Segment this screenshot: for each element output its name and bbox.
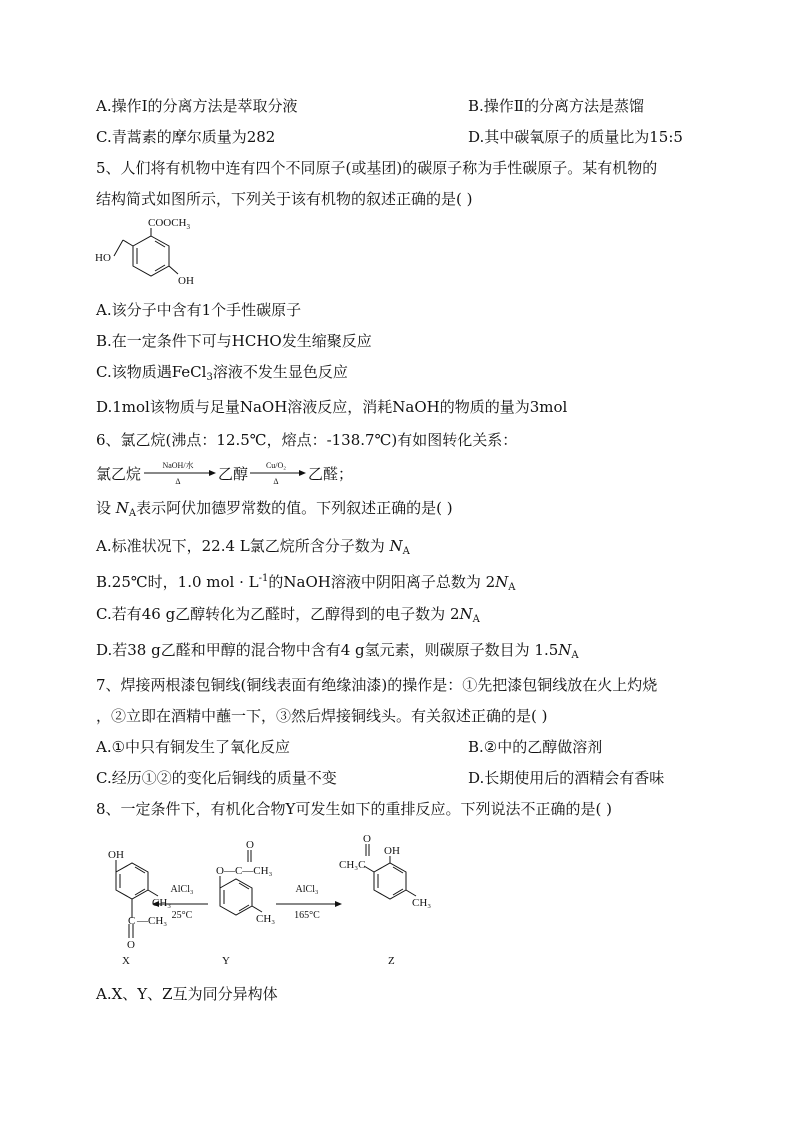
- q7-options-cd: [96, 768, 665, 788]
- q8-y-ch3: CH₃: [256, 913, 276, 925]
- q8-x-methyl: —CH₃: [137, 915, 168, 927]
- q7-options-ab: [96, 737, 603, 757]
- q8-x-oh: OH: [108, 849, 124, 861]
- svg-text:NaOH/水: NaOH/水: [162, 461, 194, 470]
- q8-option-a: A.X、Y、Z互为同分异构体: [96, 985, 278, 1003]
- q4-option-a-text: A.操作I的分离方法是萃取分液: [96, 97, 298, 115]
- q4-option-c-text: C.青蒿素的摩尔质量为282: [96, 128, 276, 146]
- q8-cond-left-top: AlCl₃: [170, 884, 194, 895]
- q8-cond-right-top: AlCl₃: [295, 884, 319, 895]
- q6-acetaldehyde: 乙醛；: [308, 465, 354, 483]
- q6-chloroethane: 氯乙烷: [96, 465, 142, 483]
- q5-stem-line2: 结构简式如图所示，下列关于该有机物的叙述正确的是( ): [96, 190, 473, 208]
- q5-stem-line1: 5、人们将有机物中连有四个不同原子(或基团)的碳原子称为手性碳原子。某有机物的: [96, 159, 658, 177]
- q8-y-acetoxy: O—C—CH₃: [216, 865, 273, 877]
- q4-option-a: [96, 96, 644, 116]
- q6-ethanol: 乙醇: [218, 465, 249, 483]
- q6-na-definition: 设 $N_A$表示阿伏加德罗常数的值。下列叙述正确的是( ): [96, 499, 453, 519]
- q4-option-c: [96, 127, 683, 147]
- q4-option-b-text: B.操作Ⅱ的分离方法是蒸馏: [468, 97, 644, 115]
- q8-z-carbonyl-o: O: [363, 833, 371, 845]
- q7-option-a: A.①中只有铜发生了氧化反应: [96, 738, 291, 756]
- q8-x-carbonyl-c: C: [128, 915, 136, 927]
- q5-option-c: C.该物质遇FeCl$_3$溶液不发生显色反应: [96, 363, 348, 383]
- q7-stem-line1: 7、焊接两根漆包铜线(铜线表面有绝缘油漆)的操作是：①先把漆包铜线放在火上灼烧: [96, 676, 658, 694]
- q6-stem: 6、氯乙烷(沸点：12.5℃，熔点：-138.7℃)有如图转化关系：: [96, 431, 518, 449]
- q8-cond-right-bot: 165°C: [294, 910, 320, 921]
- q6-option-d: D.若38 g乙醛和甲醇的混合物中含有4 g氢元素，则碳原子数目为 $1.5N_A$: [96, 641, 579, 661]
- q8-z-acetyl: CH₃C: [339, 859, 366, 871]
- q6-option-a: A.标准状况下，22.4 L氯乙烷所含分子数为 $N_A$: [96, 537, 410, 557]
- q6-option-c: C.若有46 g乙醇转化为乙醛时，乙醇得到的电子数为 $2N_A$: [96, 605, 480, 625]
- q7-option-d: D.长期使用后的酒精会有香味: [468, 769, 665, 787]
- q8-label-x: X: [122, 955, 130, 967]
- q5-option-a: A.该分子中含有1个手性碳原子: [96, 301, 302, 319]
- q5-structure-diagram: [92, 214, 222, 294]
- svg-text:Δ: Δ: [273, 477, 279, 486]
- q4-option-d-text: D.其中碳氧原子的质量比为15:5: [468, 128, 683, 146]
- q6-arrow-1: [142, 458, 218, 488]
- q7-option-c: C.经历①②的变化后铜线的质量不变: [96, 769, 337, 787]
- q8-x-ch3: CH₃: [152, 897, 172, 909]
- q5-cooch3-label: $COOCH_3$: [148, 217, 191, 231]
- q7-stem-line2: ，②立即在酒精中蘸一下，③然后焊接铜线头。有关叙述正确的是( ): [96, 707, 548, 725]
- q8-z-ch3: CH₃: [412, 897, 432, 909]
- q5-oh-label: OH: [178, 275, 194, 287]
- q8-label-y: Y: [222, 955, 230, 967]
- q8-x-carbonyl-o: O: [127, 939, 135, 951]
- q8-cond-left-bot: 25°C: [171, 910, 193, 921]
- q8-z-oh: OH: [384, 845, 400, 857]
- q6-option-b: B.25℃时，1.0 mol · $L^{-1}$的NaOH溶液中阴阳离子总数为 $2N_A$: [96, 573, 516, 593]
- q8-rearrangement-scheme: [96, 826, 456, 971]
- q6-arrow-2: [248, 458, 308, 488]
- q8-label-z: Z: [388, 955, 395, 967]
- q5-option-d: D.1mol该物质与足量NaOH溶液反应，消耗NaOH的物质的量为3mol: [96, 398, 568, 416]
- svg-text:Δ: Δ: [175, 477, 181, 486]
- q7-option-b: B.②中的乙醇做溶剂: [468, 738, 603, 756]
- svg-text:Cu/O₂: Cu/O₂: [265, 461, 287, 470]
- q8-stem: 8、一定条件下，有机化合物Y可发生如下的重排反应。下列说法不正确的是( ): [96, 800, 612, 818]
- q5-ho-label: HO: [95, 252, 111, 264]
- q8-y-carbonyl-o: O: [246, 839, 254, 851]
- q5-option-b: B.在一定条件下可与HCHO发生缩聚反应: [96, 332, 372, 350]
